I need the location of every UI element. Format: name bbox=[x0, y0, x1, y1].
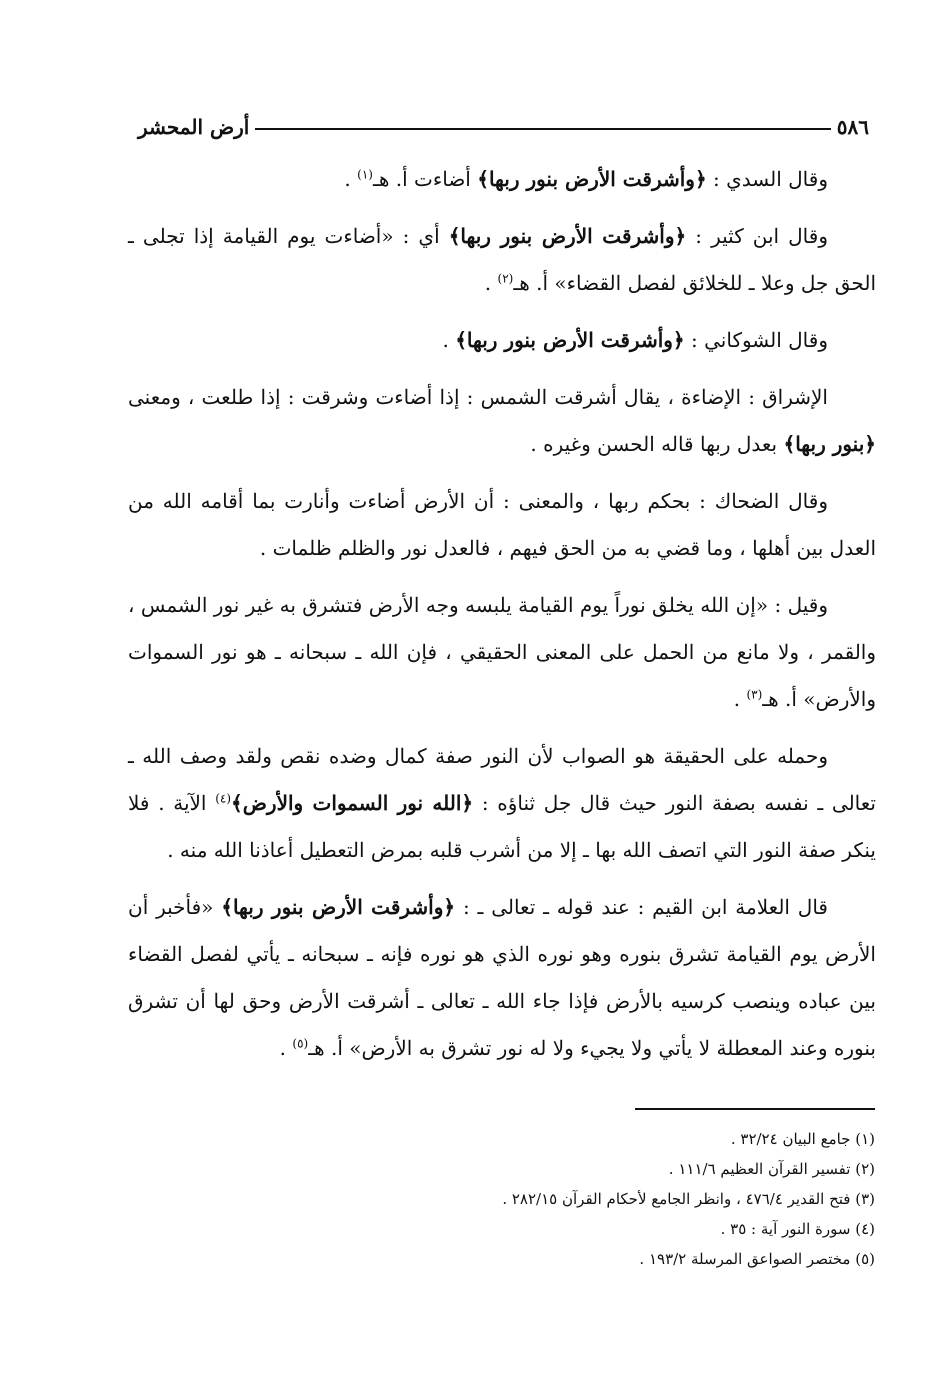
paragraph-text: وقال الضحاك : بحكم ربها ، والمعنى : أن الأرض أضاءت وأنارت بما أقامه الله من العدل بين أهلها ، وما قضي به من الحق فيهم ، فالعدل نور والظلم ظلمات . bbox=[128, 489, 876, 560]
footnote-3: (٣) فتح القدير ٤٧٦/٤ ، وانظر الجامع لأحكام القرآن ٢٨٢/١٥ . bbox=[502, 1190, 875, 1208]
footnote-marker: (٣) bbox=[746, 687, 763, 702]
paragraph-text: وقيل : «إن الله يخلق نوراً يوم القيامة يلبسه وجه الأرض فتشرق به غير نور الشمس ، والقمر ، ولا مانع من الحمل على المعنى الحقيقي ، فإن الله ـ سبحانه ـ هو نور السموات والأرض» أ. هـ bbox=[128, 593, 876, 711]
paragraph-text: . bbox=[279, 1036, 293, 1060]
footnote-separator bbox=[635, 1108, 875, 1110]
footnote-marker: (٤) bbox=[215, 791, 232, 806]
footnotes bbox=[275, 1124, 875, 1274]
paragraph-text: . bbox=[442, 328, 456, 352]
paragraph-text: . bbox=[484, 271, 498, 295]
paragraph-8 bbox=[128, 884, 876, 1072]
paragraph-text: أي : «أضاءت يوم القيامة إذا تجلى ـ الحق جل وعلا ـ للخلائق لفصل القضاء» أ. هـ bbox=[128, 224, 876, 295]
paragraph-text: وحمله على الحقيقة هو الصواب لأن النور صفة كمال وضده نقص ولقد وصف الله ـ تعالى ـ نفسه بصفة النور حيث قال جل ثناؤه : bbox=[128, 744, 876, 815]
paragraph-4 bbox=[128, 374, 876, 468]
footnote-marker: (٥) bbox=[292, 1036, 309, 1051]
paragraph-text: . bbox=[733, 687, 747, 711]
paragraph-6 bbox=[128, 582, 876, 723]
footnote-marker: (١) bbox=[357, 167, 373, 182]
body-text bbox=[128, 156, 876, 1082]
chapter-title: أرض المحشر bbox=[138, 115, 250, 139]
paragraph-text: وقال ابن كثير : bbox=[686, 224, 828, 248]
paragraph-3 bbox=[128, 317, 876, 364]
footnote-marker: (٢) bbox=[497, 271, 514, 286]
paragraph-text: الآية . فلا ينكر صفة النور التي اتصف الله بها ـ إلا من أشرب قلبه بمرض التعطيل أعاذنا الله منه . bbox=[128, 791, 876, 862]
quran-quote: ﴿وأشرقت الأرض بنور ربها﴾ bbox=[477, 167, 707, 191]
paragraph-text: وقال السدي : bbox=[706, 167, 828, 191]
paragraph-7 bbox=[128, 733, 876, 874]
footnote-2: (٢) تفسير القرآن العظيم ١١١/٦ . bbox=[668, 1160, 875, 1178]
quran-quote: ﴿وأشرقت الأرض بنور ربها﴾ bbox=[448, 224, 687, 248]
paragraph-5 bbox=[128, 478, 876, 572]
paragraph-text: قال العلامة ابن القيم : عند قوله ـ تعالى ـ : bbox=[455, 895, 828, 919]
quran-quote: ﴿وأشرقت الأرض بنور ربها﴾ bbox=[455, 328, 685, 352]
header-rule bbox=[255, 128, 830, 130]
paragraph-text: الإشراق : الإضاءة ، يقال أشرقت الشمس : إذا أضاءت وشرقت : إذا طلعت ، ومعنى bbox=[128, 385, 828, 409]
paragraph-text: أضاءت أ. هـ bbox=[372, 167, 478, 191]
running-header bbox=[130, 110, 875, 144]
quran-quote: ﴿الله نور السموات والأرض﴾ bbox=[231, 791, 474, 815]
paragraph-text: . bbox=[344, 167, 358, 191]
paragraph-1 bbox=[128, 156, 876, 203]
quran-quote: ﴿بنور ربها﴾ bbox=[783, 432, 876, 456]
footnote-1: (١) جامع البيان ٣٢/٢٤ . bbox=[730, 1130, 875, 1148]
paragraph-text: «فأخبر أن الأرض يوم القيامة تشرق بنوره وهو نوره الذي هو نوره فإنه ـ سبحانه ـ يأتي لفصل القضاء بين عباده وينصب كرسيه بالأرض فإذا جاء الله ـ تعالى ـ أشرقت الأرض وحق لها أن تشرق بنوره وعند المعطلة لا يأتي ولا يجيء ولا له نور تشرق به الأرض» أ. هـ bbox=[128, 895, 876, 1060]
footnote-5: (٥) مختصر الصواعق المرسلة ١٩٣/٢ . bbox=[639, 1250, 875, 1268]
page-number: ٥٨٦ bbox=[836, 115, 869, 139]
paragraph-text: وقال الشوكاني : bbox=[684, 328, 828, 352]
paragraph-2 bbox=[128, 213, 876, 307]
quran-quote: ﴿وأشرقت الأرض بنور ربها﴾ bbox=[221, 895, 456, 919]
paragraph-text: بعدل ربها قاله الحسن وغيره . bbox=[530, 432, 784, 456]
footnote-4: (٤) سورة النور آية : ٣٥ . bbox=[720, 1220, 875, 1238]
